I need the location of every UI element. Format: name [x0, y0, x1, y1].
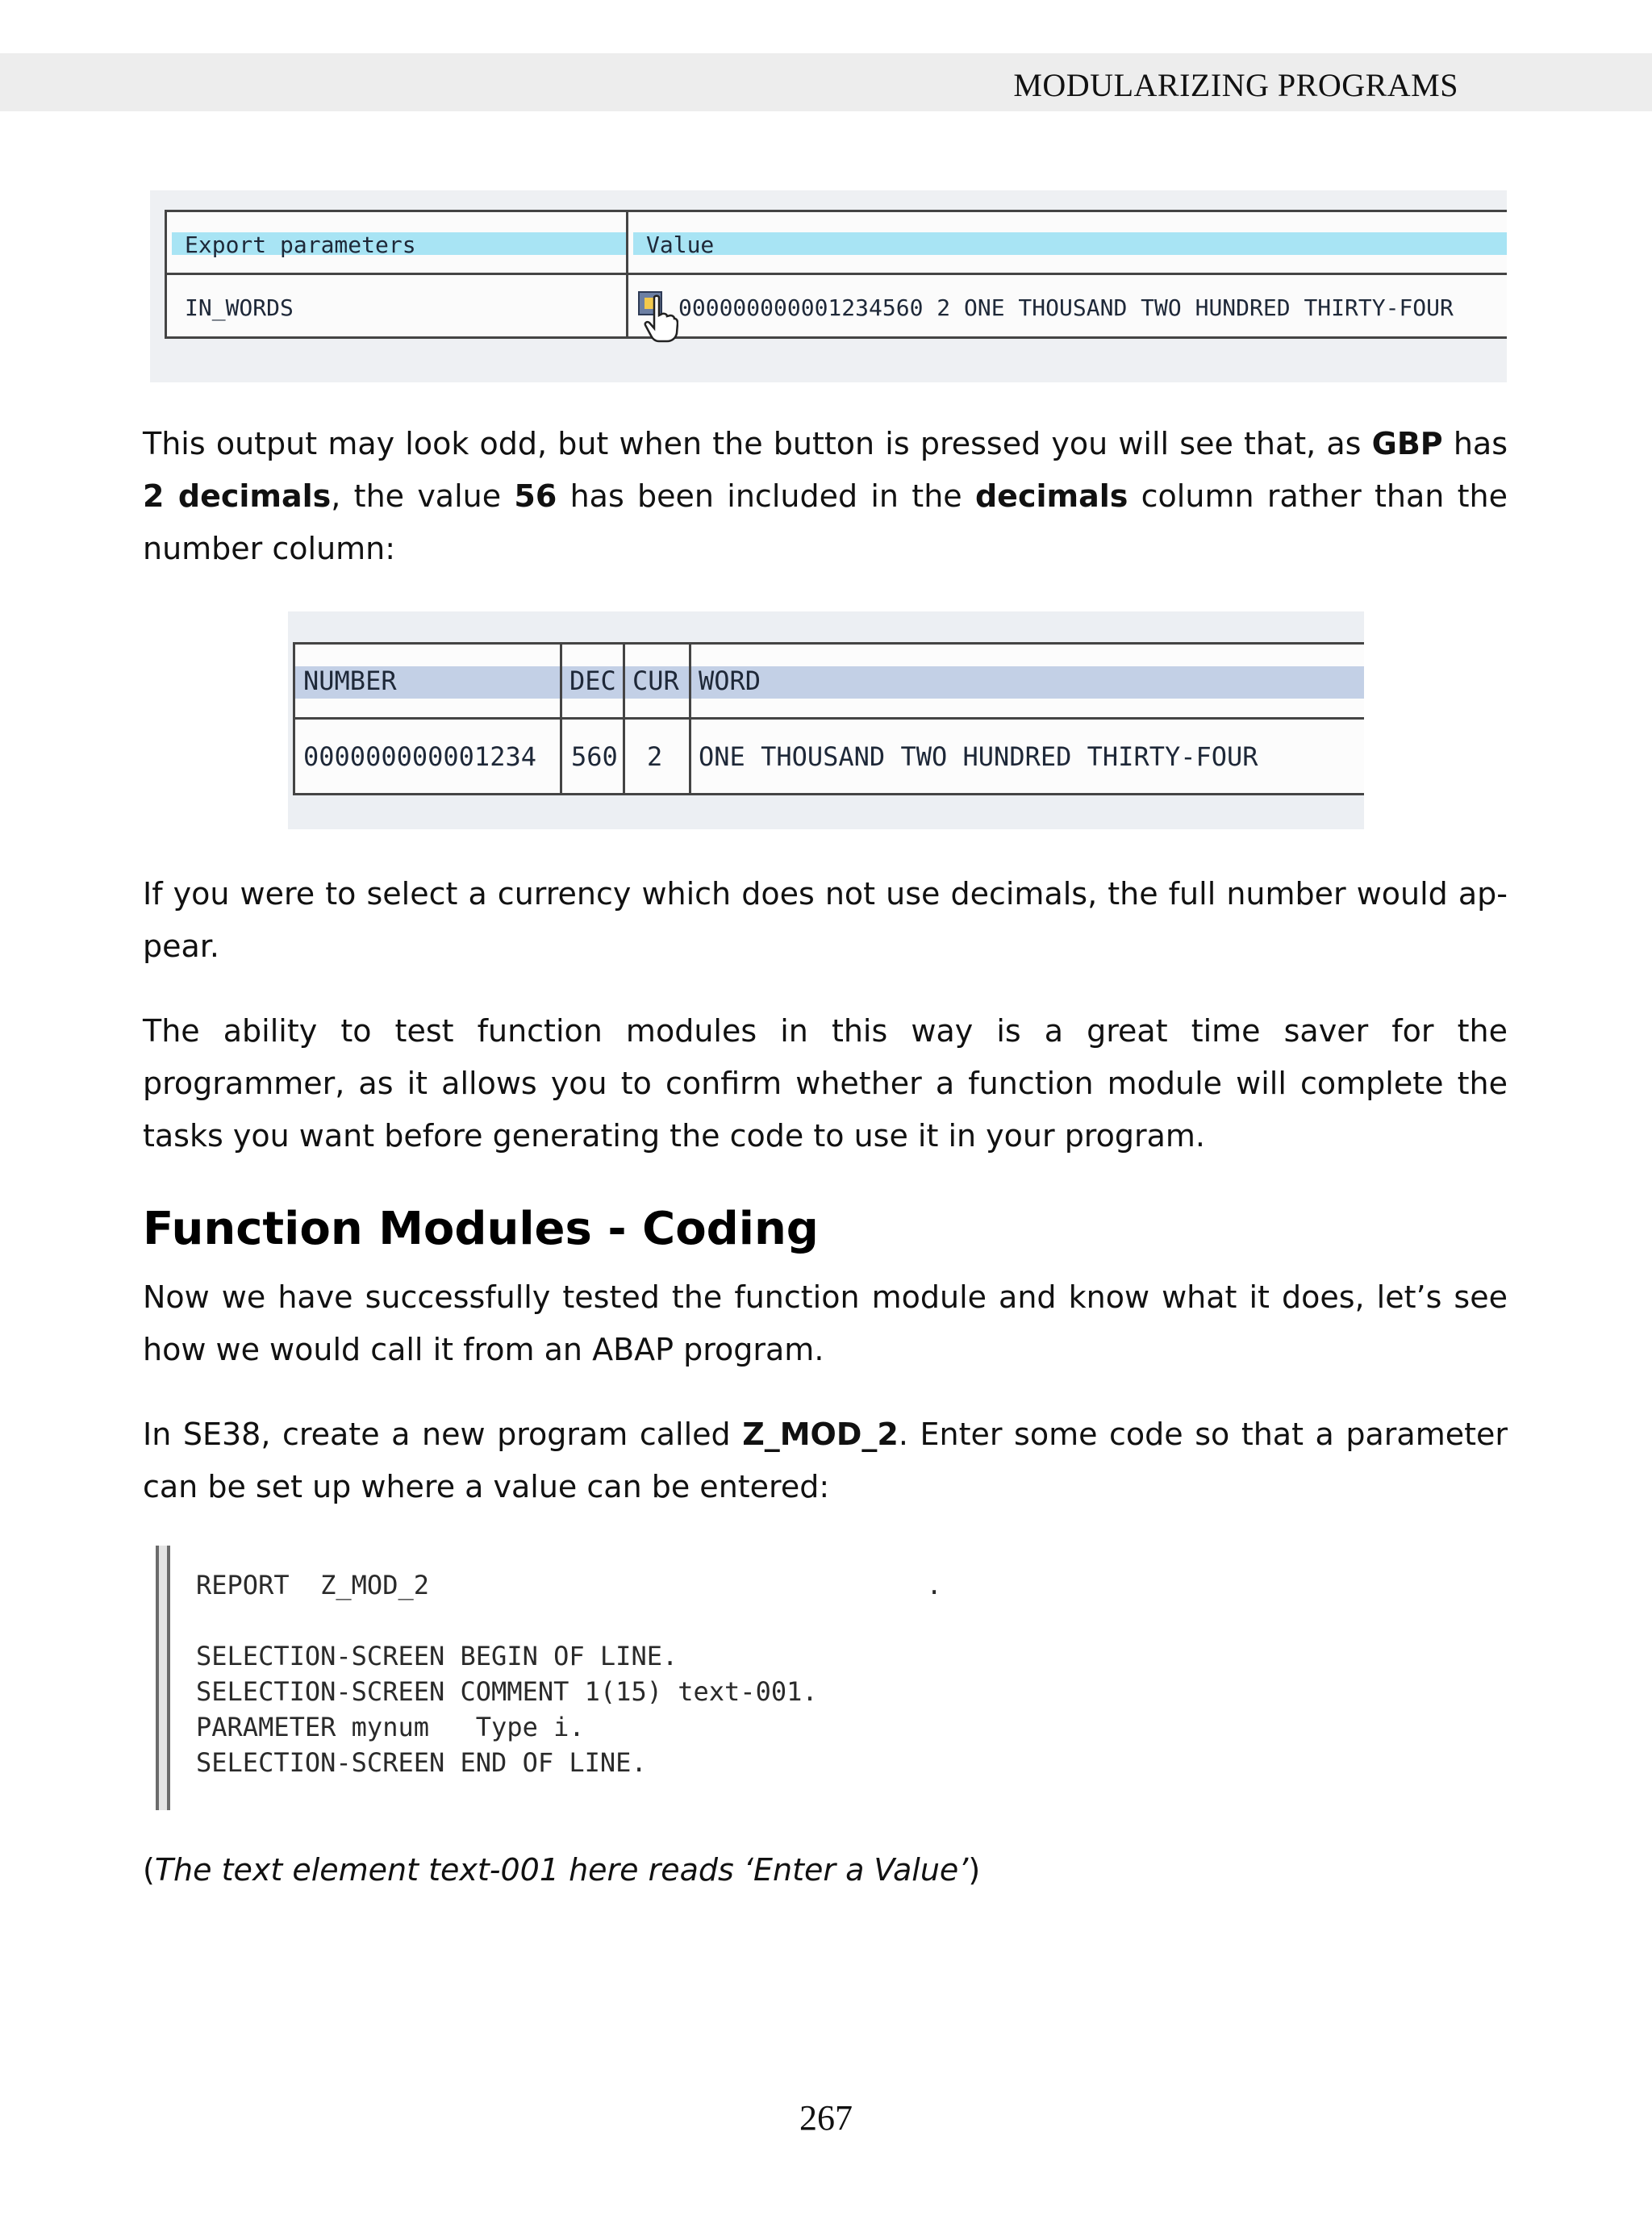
abap-code-screenshot — [156, 1546, 1519, 1810]
value-header: Value — [646, 232, 715, 258]
hand-pointer-icon — [643, 294, 678, 343]
table-cell-number: 000000000001234 — [303, 741, 536, 772]
table-cell-cur: 2 — [647, 741, 663, 772]
table-cell-dec: 560 — [571, 741, 618, 772]
result-table-screenshot — [288, 611, 1364, 829]
param-value-cell — [628, 275, 1507, 339]
param-name-cell — [167, 275, 628, 339]
code-line: SELECTION-SCREEN COMMENT 1(15) text-001. — [196, 1676, 818, 1707]
result-table — [293, 642, 1364, 795]
export-parameters-header-cell — [167, 212, 628, 275]
param-name: IN_WORDS — [185, 294, 294, 321]
table-cell-word: ONE THOUSAND TWO HUNDRED THIRTY-FOUR — [699, 741, 1258, 772]
paragraph-output-explanation: This output may look odd, but when the button is pressed you will see that, as GBP has 2 decimals, the value 56 has been included in the decimals column rather than the number column: — [143, 426, 1508, 566]
value-header-cell — [628, 212, 1507, 275]
running-header-title: MODULARIZING PROGRAMS — [1013, 67, 1458, 103]
paragraph-no-decimals: If you were to select a currency which does not use decimals, the full number would ap-pear. — [143, 876, 1508, 964]
page-number: 267 — [799, 2098, 853, 2138]
code-line: REPORT Z_MOD_2 . — [196, 1570, 942, 1600]
code-editor-gutter — [156, 1546, 170, 1810]
running-header — [0, 53, 1652, 111]
table-header-cur: CUR — [632, 666, 679, 696]
table-header-dec: DEC — [569, 666, 616, 696]
table-header-word: WORD — [699, 666, 761, 696]
code-line: PARAMETER mynum Type i. — [196, 1712, 585, 1742]
table-header-number: NUMBER — [303, 666, 397, 696]
section-heading: Function Modules - Coding — [143, 1203, 819, 1255]
export-parameters-grid — [165, 210, 1507, 339]
code-line: SELECTION-SCREEN END OF LINE. — [196, 1747, 647, 1778]
code-line: SELECTION-SCREEN BEGIN OF LINE. — [196, 1641, 678, 1671]
param-value: 000000000001234560 2 ONE THOUSAND TWO HUNDRED THIRTY-FOUR — [678, 294, 1454, 321]
paragraph-call-from-abap: Now we have successfully tested the function module and know what it does, let’s see how we would call it from an ABAP program. — [143, 1279, 1508, 1367]
export-parameters-screenshot — [150, 190, 1507, 382]
paragraph-create-program: In SE38, create a new program called Z_MOD_2. Enter some code so that a parameter can be set up where a value can be entered: — [143, 1417, 1508, 1504]
export-parameters-header: Export parameters — [185, 232, 416, 258]
paragraph-time-saver: The ability to test function modules in this way is a great time saver for the programmer, as it allows you to confirm whether a function module will complete the tasks you want before generating the code to use it in your program. — [143, 1013, 1508, 1154]
code-caption: (The text element text-001 here reads ‘Enter a Value’) — [143, 1852, 981, 1888]
